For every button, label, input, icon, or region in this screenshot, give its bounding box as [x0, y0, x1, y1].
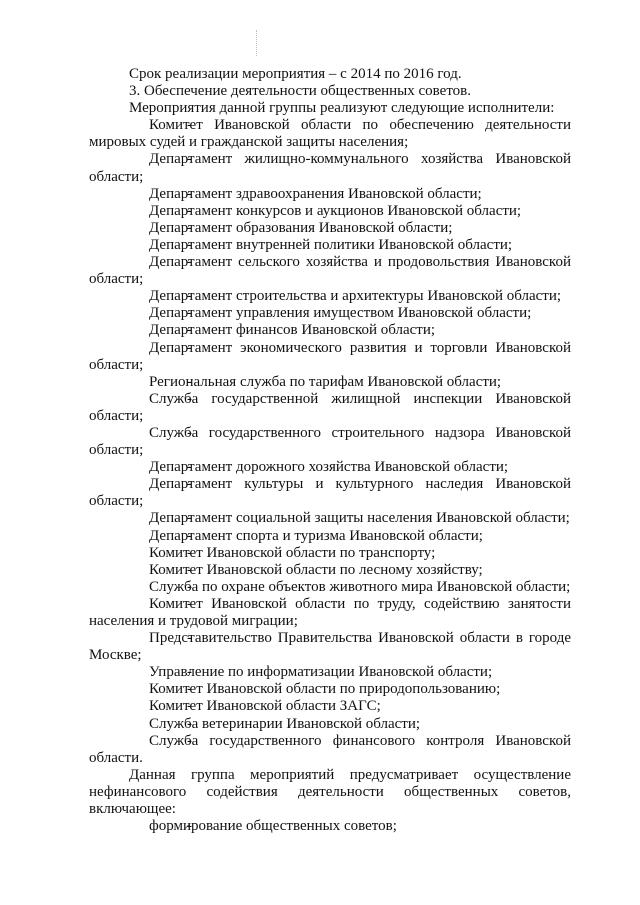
- executor-item: - Комитет Ивановской области по транспорту;: [89, 545, 571, 562]
- deadline-line: Срок реализации мероприятия – с 2014 по 2016 год.: [129, 66, 462, 82]
- executor-item: - Комитет Ивановской области по труду, содействию занятости населения и трудовой миграции;: [89, 596, 571, 630]
- executors-list: [89, 117, 571, 767]
- executor-item: - Департамент экономического развития и торговли Ивановской области;: [89, 340, 571, 374]
- executors-intro: Мероприятия данной группы реализуют следующие исполнители:: [129, 100, 555, 117]
- executor-item: - Региональная служба по тарифам Ивановской области;: [89, 374, 571, 391]
- executor-item: - Департамент здравоохранения Ивановской области;: [89, 186, 571, 203]
- section-heading: 3. Обеспечение деятельности общественных советов.: [129, 83, 472, 100]
- measures-list: [89, 818, 571, 835]
- executor-item: - Департамент социальной защиты населения Ивановской области;: [89, 510, 571, 527]
- executor-item: - Управление по информатизации Ивановской области;: [89, 664, 571, 681]
- measure-item: - формирование общественных советов;: [89, 818, 571, 835]
- executor-item: - Департамент спорта и туризма Ивановской области;: [89, 528, 571, 545]
- executor-item: - Департамент финансов Ивановской области;: [89, 322, 571, 339]
- scan-artifact: [256, 30, 260, 56]
- executor-item: - Служба государственной жилищной инспекции Ивановской области;: [89, 391, 571, 425]
- executor-item: - Департамент образования Ивановской области;: [89, 220, 571, 237]
- executor-item: - Комитет Ивановской области ЗАГС;: [89, 698, 571, 715]
- executor-item: - Служба по охране объектов животного мира Ивановской области;: [89, 579, 571, 596]
- executor-item: - Департамент дорожного хозяйства Ивановской области;: [89, 459, 571, 476]
- executor-item: - Служба государственного строительного надзора Ивановской области;: [89, 425, 571, 459]
- executor-item: - Департамент сельского хозяйства и продовольствия Ивановской области;: [89, 254, 571, 288]
- executor-item: - Комитет Ивановской области по обеспечению деятельности мировых судей и гражданской защиты населения;: [89, 117, 571, 151]
- executor-item: - Представительство Правительства Ивановской области в городе Москве;: [89, 630, 571, 664]
- executor-item: - Комитет Ивановской области по природопользованию;: [89, 681, 571, 698]
- executor-item: - Департамент строительства и архитектуры Ивановской области;: [89, 288, 571, 305]
- executor-item: - Служба государственного финансового контроля Ивановской области.: [89, 733, 571, 767]
- executor-item: - Департамент конкурсов и аукционов Ивановской области;: [89, 203, 571, 220]
- executor-item: - Комитет Ивановской области по лесному хозяйству;: [89, 562, 571, 579]
- document-body: [89, 66, 571, 835]
- closing-paragraph: Данная группа мероприятий предусматривает осуществление нефинансового содействия деятельности общественных советов, включающее:: [89, 766, 571, 818]
- executor-item: - Департамент культуры и культурного наследия Ивановской области;: [89, 476, 571, 510]
- executor-item: - Служба ветеринарии Ивановской области;: [89, 716, 571, 733]
- executor-item: - Департамент жилищно-коммунального хозяйства Ивановской области;: [89, 151, 571, 185]
- executor-item: - Департамент внутренней политики Ивановской области;: [89, 237, 571, 254]
- executor-item: - Департамент управления имуществом Ивановской области;: [89, 305, 571, 322]
